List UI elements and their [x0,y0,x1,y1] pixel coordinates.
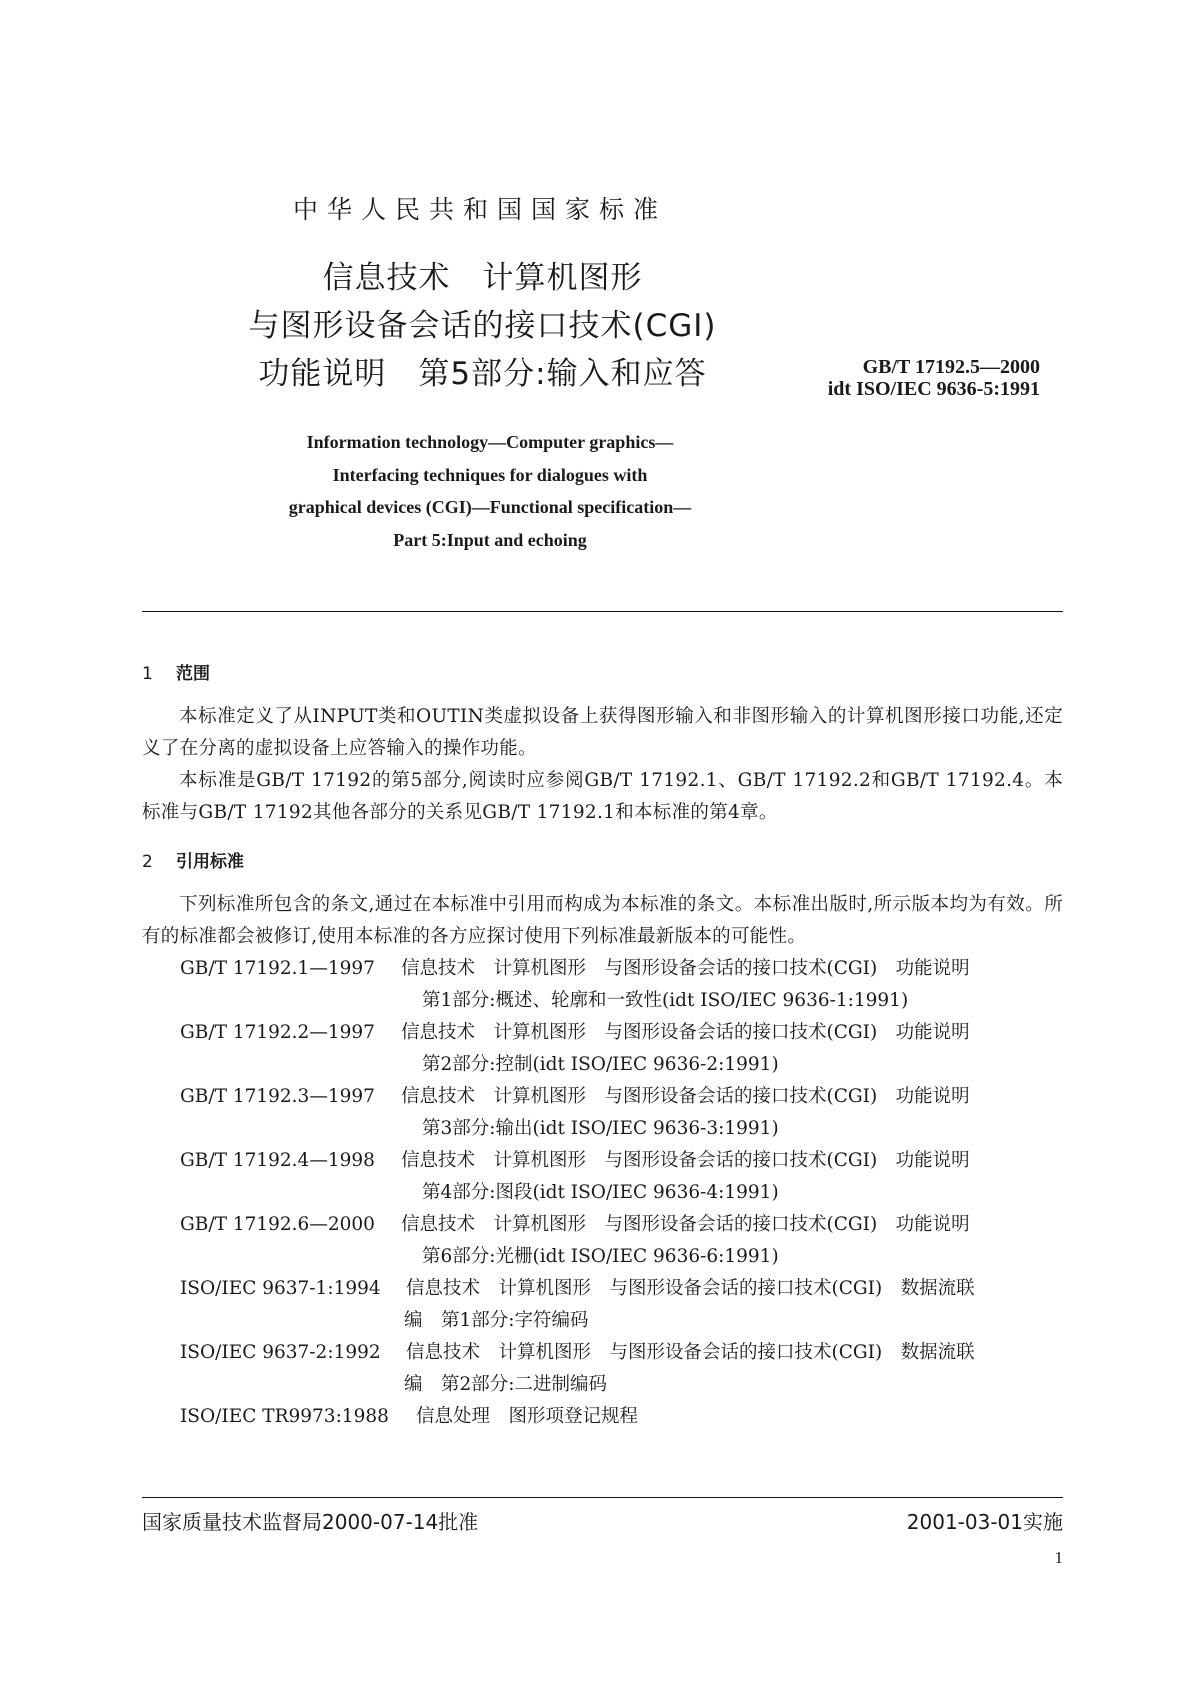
reference-code: GB/T 17192.6—2000 [180,1214,375,1235]
reference-item [180,1017,1063,1081]
reference-title: 信息技术 计算机图形 与图形设备会话的接口技术(CGI) 功能说明 [401,958,970,979]
footer-divider [142,1497,1063,1498]
reference-item [180,1209,1063,1273]
reference-title-cont: 第1部分:概述、轮廓和一致性(idt ISO/IEC 9636-1:1991) [422,990,909,1011]
reference-code: GB/T 17192.3—1997 [180,1086,375,1107]
standard-number: GB/T 17192.5—2000 idt ISO/IEC 9636-5:1991 [827,356,1040,400]
section-2-heading [142,847,244,872]
reference-code: ISO/IEC TR9973:1988 [180,1406,389,1427]
reference-item [180,1081,1063,1145]
title-en-line-4: Part 5:Input and echoing [393,530,587,550]
reference-title-cont: 第4部分:图段(idt ISO/IEC 9636-4:1991) [422,1182,779,1203]
reference-item [180,953,1063,1017]
reference-title-cont: 编 第2部分:二进制编码 [404,1374,608,1395]
section-2-title: 引用标准 [176,852,244,872]
page-number: 1 [1054,1548,1063,1567]
reference-title: 信息技术 计算机图形 与图形设备会话的接口技术(CGI) 功能说明 [401,1214,970,1235]
national-standard-heading: 中华人民共和国国家标准 [292,195,667,224]
section-1-title: 范围 [176,664,210,684]
reference-title: 信息处理 图形项登记规程 [416,1406,639,1427]
section-1-paragraph-1: 本标准定义了从INPUT类和OUTIN类虚拟设备上获得图形输入和非图形输入的计算机图形接口功能,还定义了在分离的虚拟设备上应答输入的操作功能。 [142,706,1063,759]
title-zh-line-2: 与图形设备会话的接口技术(CGI) [248,308,717,344]
title-en-line-1: Information technology—Computer graphics— [306,432,674,452]
reference-title: 信息技术 计算机图形 与图形设备会话的接口技术(CGI) 数据流联 [406,1342,975,1363]
title-zh-line-3: 功能说明 第5部分:输入和应答 [258,356,707,392]
approval-note: 国家质量技术监督局2000-07-14批准 [142,1510,479,1534]
reference-title-cont: 编 第1部分:字符编码 [404,1310,589,1331]
implementation-date: 2001-03-01实施 [906,1510,1063,1534]
title-en-line-2: Interfacing techniques for dialogues with [332,465,648,485]
reference-title: 信息技术 计算机图形 与图形设备会话的接口技术(CGI) 功能说明 [401,1150,970,1171]
reference-code: GB/T 17192.1—1997 [180,958,375,979]
reference-title-cont: 第6部分:光栅(idt ISO/IEC 9636-6:1991) [422,1246,779,1267]
title-zh-line-1: 信息技术 计算机图形 [322,260,643,296]
reference-title-cont: 第2部分:控制(idt ISO/IEC 9636-2:1991) [422,1054,779,1075]
section-2-paragraph-1: 下列标准所包含的条文,通过在本标准中引用而构成为本标准的条文。本标准出版时,所示版本均为有效。所有的标准都会被修订,使用本标准的各方应探讨使用下列标准最新版本的可能性。 [142,894,1063,947]
reference-item [180,1337,1063,1401]
reference-code: GB/T 17192.4—1998 [180,1150,375,1171]
reference-code: ISO/IEC 9637-1:1994 [180,1278,381,1299]
reference-item [180,1273,1063,1337]
reference-item [180,1401,1063,1433]
reference-title-cont: 第3部分:输出(idt ISO/IEC 9636-3:1991) [422,1118,779,1139]
reference-title: 信息技术 计算机图形 与图形设备会话的接口技术(CGI) 功能说明 [401,1086,970,1107]
section-1-paragraph-2: 本标准是GB/T 17192的第5部分,阅读时应参阅GB/T 17192.1、GB/T 17192.2和GB/T 17192.4。本标准与GB/T 17192其他各部分的关系见GB/T 17192.1和本标准的第4章。 [142,770,1063,823]
reference-code: ISO/IEC 9637-2:1992 [180,1342,381,1363]
section-2-number: 2 [142,852,153,872]
reference-title: 信息技术 计算机图形 与图形设备会话的接口技术(CGI) 功能说明 [401,1022,970,1043]
section-1-number: 1 [142,664,153,684]
reference-item [180,1145,1063,1209]
reference-code: GB/T 17192.2—1997 [180,1022,375,1043]
section-1-heading [142,659,210,684]
title-en-line-3: graphical devices (CGI)—Functional specification— [288,497,692,517]
header-divider [142,611,1063,612]
reference-title: 信息技术 计算机图形 与图形设备会话的接口技术(CGI) 数据流联 [406,1278,975,1299]
